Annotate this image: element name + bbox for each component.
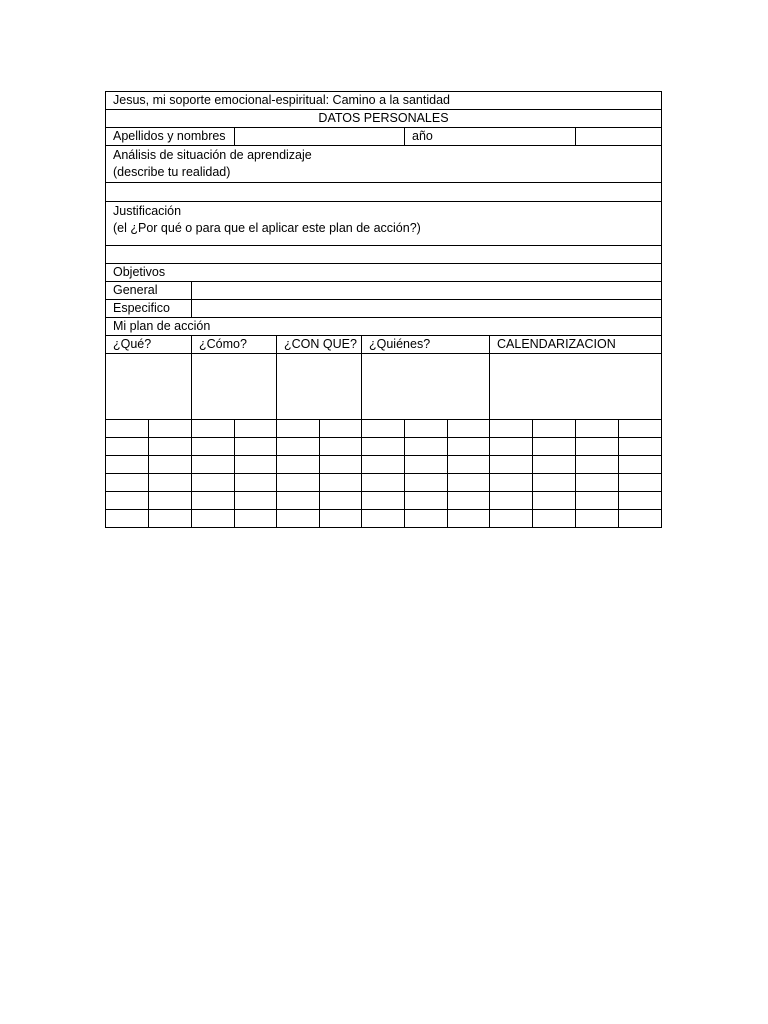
grid-cell[interactable] (404, 509, 448, 528)
grid-cell[interactable] (447, 419, 490, 438)
grid-cell[interactable] (148, 455, 192, 474)
grid-cell[interactable] (532, 473, 576, 492)
grid-cell[interactable] (319, 455, 362, 474)
entry-how[interactable] (191, 353, 277, 420)
justification-label: Justificación (el ¿Por qué o para que el aplicar este plan de acción?) (105, 201, 662, 246)
grid-cell[interactable] (105, 455, 149, 474)
general-field[interactable] (191, 281, 662, 300)
grid-cell[interactable] (575, 455, 619, 474)
grid-cell[interactable] (575, 437, 619, 456)
grid-cell[interactable] (618, 473, 662, 492)
justification-field[interactable] (105, 245, 662, 264)
grid-cell[interactable] (319, 419, 362, 438)
specific-field[interactable] (191, 299, 662, 318)
grid-cell[interactable] (532, 455, 576, 474)
grid-cell[interactable] (234, 473, 277, 492)
grid-cell[interactable] (319, 509, 362, 528)
grid-cell[interactable] (276, 419, 320, 438)
grid-cell[interactable] (191, 491, 235, 510)
grid-cell[interactable] (234, 509, 277, 528)
grid-cell[interactable] (361, 455, 405, 474)
grid-cell[interactable] (234, 419, 277, 438)
entry-what[interactable] (105, 353, 192, 420)
grid-cell[interactable] (148, 491, 192, 510)
grid-cell[interactable] (532, 509, 576, 528)
grid-cell[interactable] (447, 509, 490, 528)
grid-cell[interactable] (148, 419, 192, 438)
analysis-field[interactable] (105, 182, 662, 202)
grid-cell[interactable] (489, 419, 533, 438)
grid-cell[interactable] (276, 491, 320, 510)
grid-cell[interactable] (191, 419, 235, 438)
grid-cell[interactable] (105, 473, 149, 492)
grid-cell[interactable] (618, 509, 662, 528)
grid-cell[interactable] (234, 491, 277, 510)
grid-cell[interactable] (404, 437, 448, 456)
year-label: año (404, 127, 576, 146)
grid-cell[interactable] (404, 473, 448, 492)
analysis-label: Análisis de situación de aprendizaje (describe tu realidad) (105, 145, 662, 183)
grid-cell[interactable] (404, 419, 448, 438)
grid-cell[interactable] (361, 509, 405, 528)
names-label: Apellidos y nombres (105, 127, 235, 146)
grid-cell[interactable] (361, 491, 405, 510)
grid-cell[interactable] (361, 437, 405, 456)
general-label: General (105, 281, 192, 300)
specific-label: Especifico (105, 299, 192, 318)
grid-cell[interactable] (618, 455, 662, 474)
grid-cell[interactable] (532, 437, 576, 456)
grid-cell[interactable] (319, 437, 362, 456)
grid-cell[interactable] (447, 455, 490, 474)
grid-cell[interactable] (575, 419, 619, 438)
grid-cell[interactable] (575, 473, 619, 492)
objectives-label: Objetivos (105, 263, 662, 282)
entry-who[interactable] (361, 353, 490, 420)
grid-cell[interactable] (148, 509, 192, 528)
column-header-what: ¿Qué? (105, 335, 192, 354)
grid-cell[interactable] (618, 491, 662, 510)
grid-cell[interactable] (404, 455, 448, 474)
column-header-schedule: CALENDARIZACION (489, 335, 662, 354)
grid-cell[interactable] (489, 437, 533, 456)
grid-cell[interactable] (532, 419, 576, 438)
grid-cell[interactable] (361, 473, 405, 492)
grid-cell[interactable] (618, 419, 662, 438)
grid-cell[interactable] (234, 455, 277, 474)
column-header-who: ¿Quiénes? (361, 335, 490, 354)
personal-data-header: DATOS PERSONALES (105, 109, 662, 128)
grid-cell[interactable] (489, 455, 533, 474)
entry-schedule[interactable] (489, 353, 662, 420)
grid-cell[interactable] (489, 473, 533, 492)
grid-cell[interactable] (234, 437, 277, 456)
action-plan-form (106, 92, 662, 529)
grid-cell[interactable] (447, 437, 490, 456)
grid-cell[interactable] (447, 473, 490, 492)
grid-cell[interactable] (105, 491, 149, 510)
column-header-how: ¿Cómo? (191, 335, 277, 354)
grid-cell[interactable] (105, 419, 149, 438)
grid-cell[interactable] (276, 455, 320, 474)
grid-cell[interactable] (489, 491, 533, 510)
grid-cell[interactable] (148, 437, 192, 456)
grid-cell[interactable] (148, 473, 192, 492)
grid-cell[interactable] (404, 491, 448, 510)
grid-cell[interactable] (276, 437, 320, 456)
grid-cell[interactable] (319, 473, 362, 492)
grid-cell[interactable] (319, 491, 362, 510)
grid-cell[interactable] (105, 437, 149, 456)
grid-cell[interactable] (191, 437, 235, 456)
grid-cell[interactable] (276, 473, 320, 492)
year-field[interactable] (575, 127, 662, 146)
column-header-with-what: ¿CON QUE? (276, 335, 362, 354)
grid-cell[interactable] (618, 437, 662, 456)
grid-cell[interactable] (489, 509, 533, 528)
entry-with-what[interactable] (276, 353, 362, 420)
grid-cell[interactable] (447, 491, 490, 510)
grid-cell[interactable] (532, 491, 576, 510)
grid-cell[interactable] (191, 473, 235, 492)
grid-cell[interactable] (361, 419, 405, 438)
grid-cell[interactable] (191, 509, 235, 528)
grid-cell[interactable] (191, 455, 235, 474)
grid-cell[interactable] (575, 509, 619, 528)
plan-label: Mi plan de acción (105, 317, 662, 336)
names-field[interactable] (234, 127, 405, 146)
form-title: Jesus, mi soporte emocional-espiritual: Camino a la santidad (105, 91, 662, 110)
grid-cell[interactable] (105, 509, 149, 528)
grid-cell[interactable] (575, 491, 619, 510)
grid-cell[interactable] (276, 509, 320, 528)
